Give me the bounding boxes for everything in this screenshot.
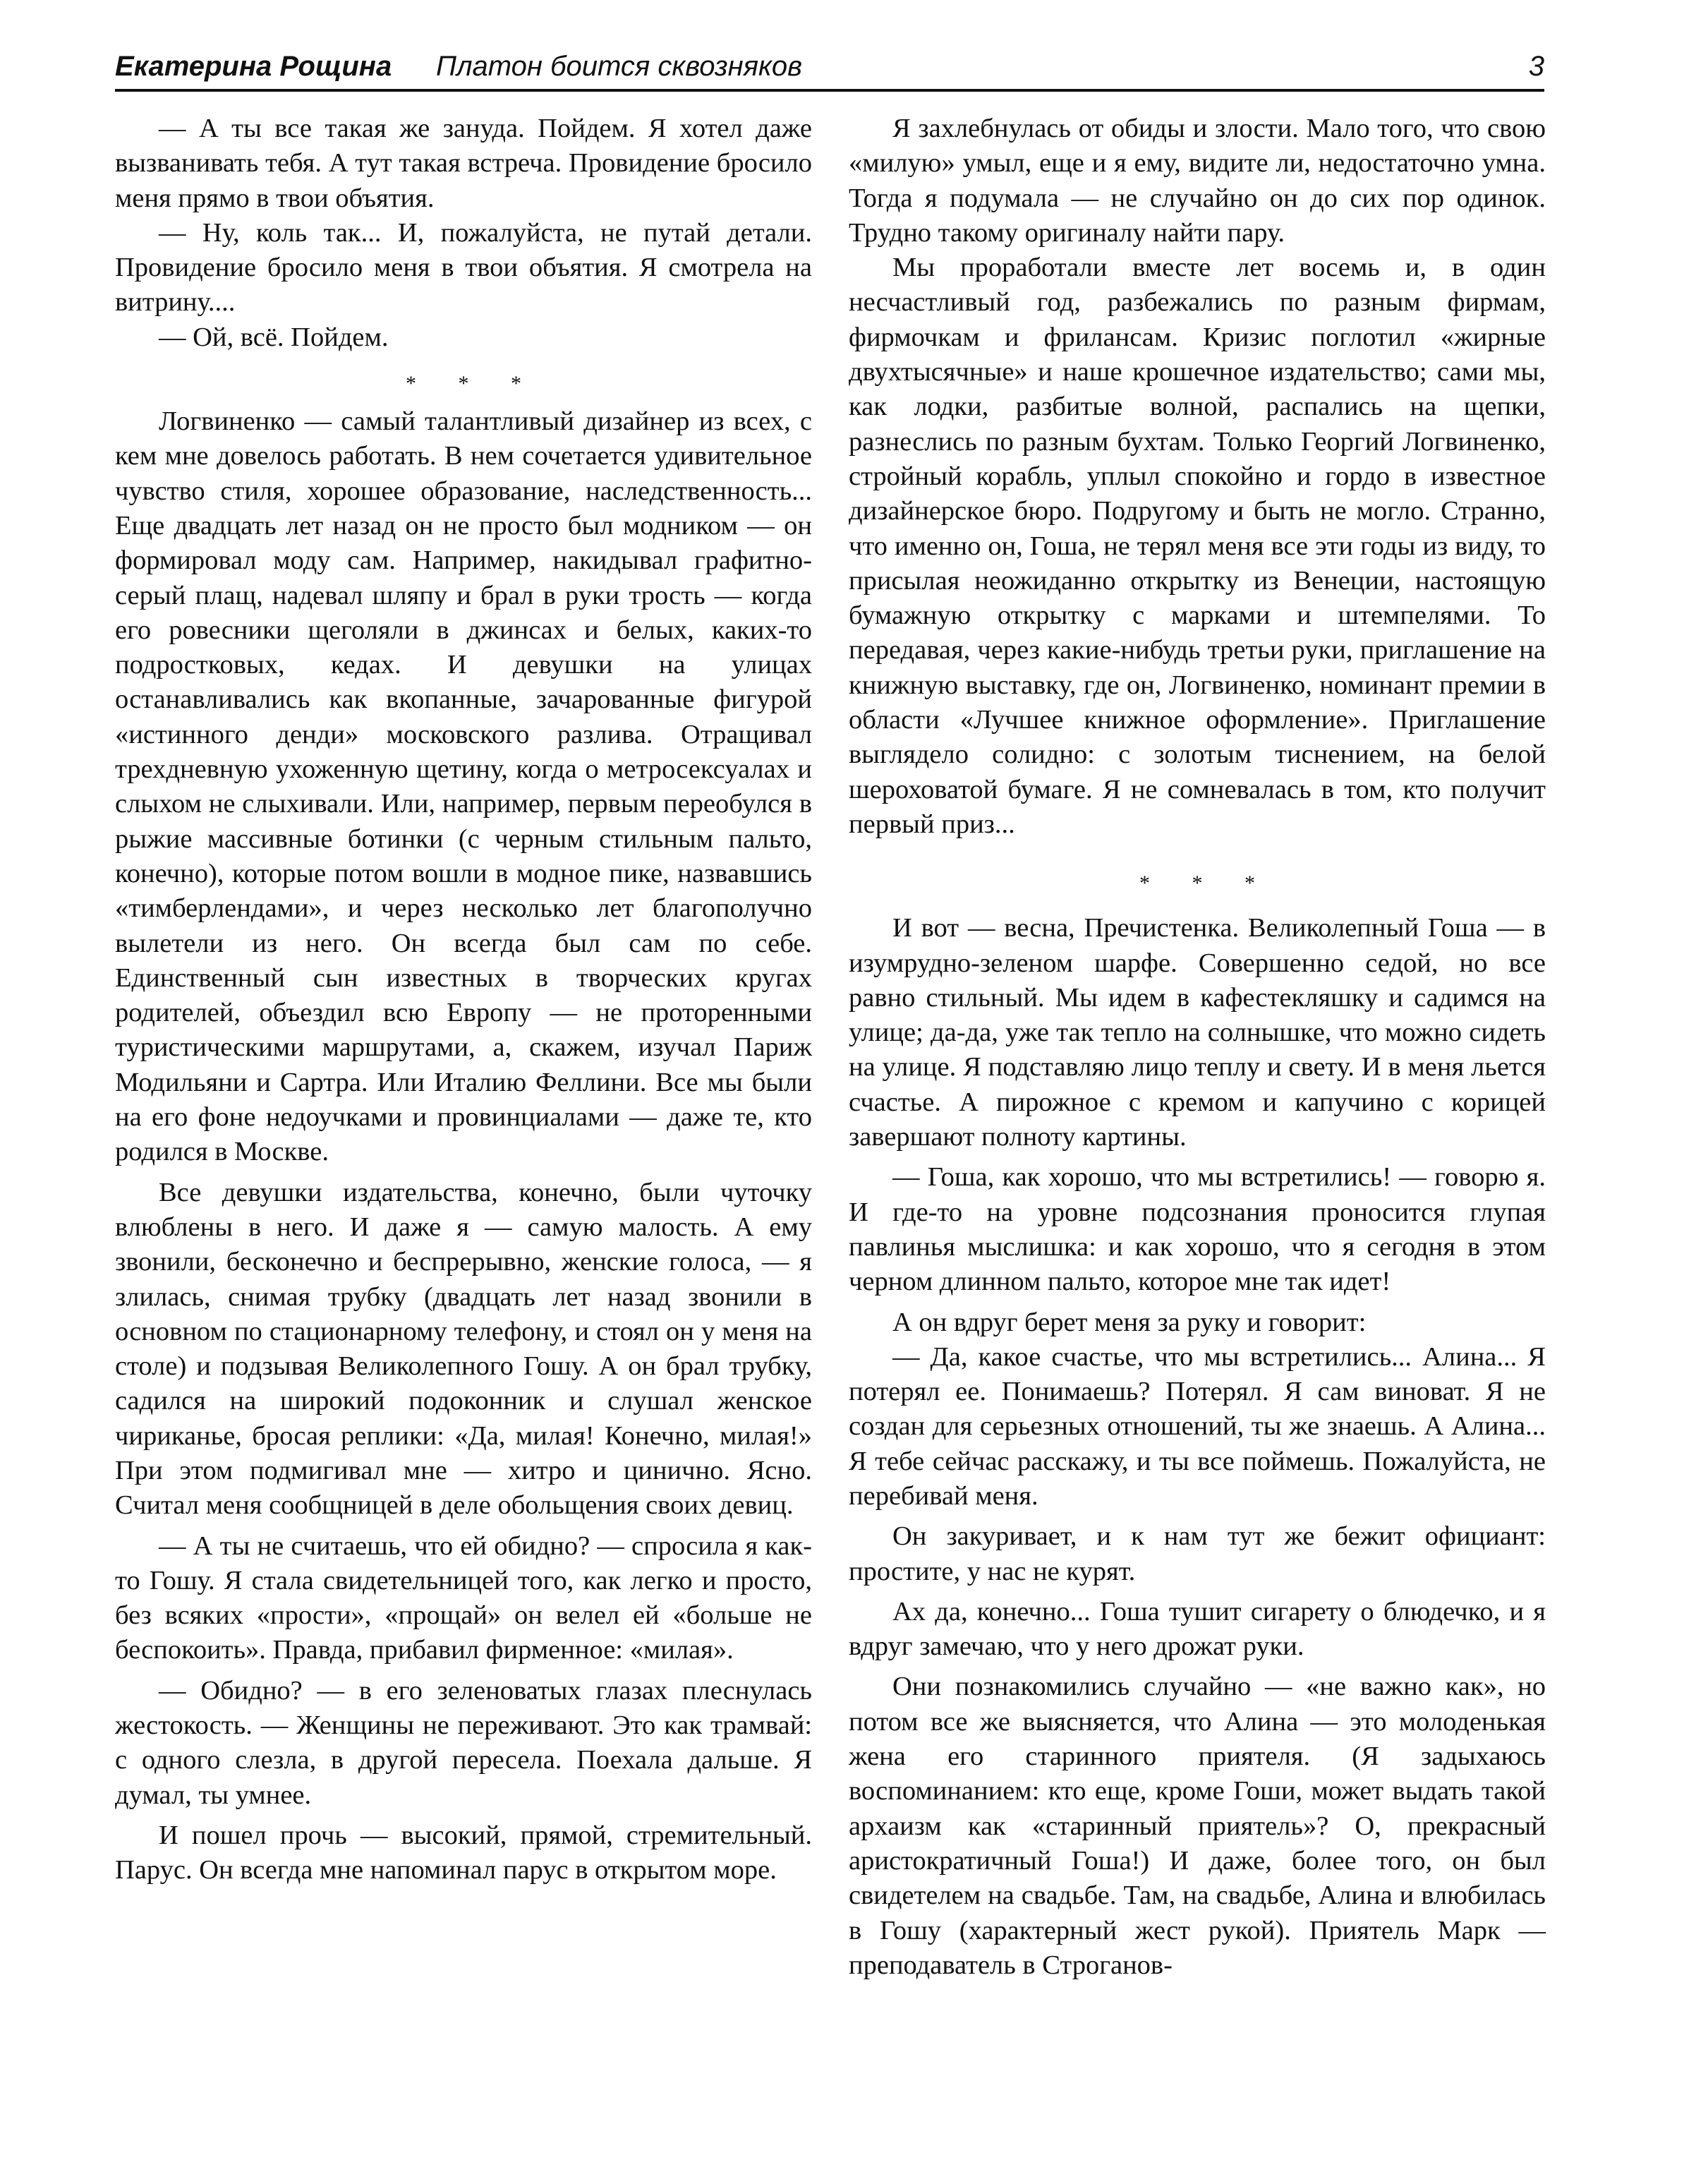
paragraph: — Обидно? — в его зеленоватых глазах плеснулась жестокость. — Женщины не переживают. Это как трамвай: с одного слезла, в другой пересела. Поехала дальше. Я думал, ты умнее.	[115, 1675, 812, 1810]
paragraph: А он вдруг берет меня за руку и говорит:	[892, 1307, 1367, 1337]
paragraph: — Да, какое счастье, что мы встретились... Алина... Я потерял ее. Понимаешь? Потерял. Я сам виноват. Я не создан для серьезных отношений, ты же знаешь. А Алина... Я тебе сейчас расскажу, и ты все поймешь. Пожалуйста, не перебивай меня.	[849, 1341, 1546, 1511]
paragraph: И вот — весна, Пречистенка. Великолепный Гоша — в изумрудно-зеленом шарфе. Совершенно седой, но все равно стильный. Мы идем в кафестекляшку и садимся на улице; да-да, уже так тепло на солнышке, что можно сидеть на улице. Я подставляю лицо теплу и свету. И в меня льется счастье. А пирожное с кремом и капучино с корицей завершают полноту картины.	[849, 913, 1546, 1152]
paragraph: — Ой, всё. Пойдем.	[159, 322, 389, 352]
section-separator: * * *	[406, 372, 540, 396]
book-title: Платон боится сквозняков	[436, 51, 803, 82]
paragraph: И пошел прочь — высокий, прямой, стремительный. Парус. Он всегда мне напоминал парус в открытом море.	[115, 1820, 812, 1885]
header-rule	[115, 89, 1544, 92]
paragraph: — А ты все такая же зануда. Пойдем. Я хотел даже вызванивать тебя. А тут такая встреча. Провидение бросило меня прямо в твои объятия.	[115, 114, 812, 213]
paragraph: Он закуривает, и к нам тут же бежит официант: простите, у нас не курят.	[849, 1521, 1546, 1586]
paragraph: Ах да, конечно... Гоша тушит сигарету о блюдечко, и я вдруг замечаю, что у него дрожат руки.	[849, 1596, 1546, 1662]
right-column	[849, 111, 1546, 1983]
left-column	[115, 111, 812, 1888]
author-name: Екатерина Рощина	[115, 51, 392, 82]
paragraph: — А ты не считаешь, что ей обидно? — спросила я как-то Гошу. Я стала свидетельницей того, как легко и просто, без всяких «прости», «прощай» он велел ей «больше не беспокоить». Правда, прибавил фирменное: «милая».	[115, 1531, 812, 1665]
paragraph: Логвиненко — самый талантливый дизайнер из всех, с кем мне довелось работать. В нем сочетается удивительное чувство стиля, хорошее образование, наследственность... Еще двадцать лет назад он не просто был модником — он формировал моду сам. Например, накидывал графитно-серый плащ, надевал шляпу и брал в руки трость — когда его ровесники щеголяли в джинсах и белых, каких-то подростковых, кедах. И девушки на улицах останавливались как вкопанные, зачарованные фигурой «истинного денди» московского разлива. Отращивал трехдневную ухоженную щетину, когда о метросексуалах и слыхом не слыхивали. Или, например, первым переобулся в рыжие массивные ботинки (с черным стильным пальто, конечно), которые потом вошли в модное пике, назвавшись «тимберлендами», и через несколько лет благополучно вылетели из него. Он всегда был сам по себе. Единственный сын известных в творческих кругах родителей, объездил всю Европу — не проторенными туристическими маршрутами, а, скажем, изучал Париж Модильяни и Сартра. Или Италию Феллини. Все мы были на его фоне недоучками и провинциалами — даже те, кто родился в Москве.	[115, 406, 812, 1167]
paragraph: Я захлебнулась от обиды и злости. Мало того, что свою «милую» умыл, еще и я ему, видите ли, недостаточно умна. Тогда я подумала — не случайно он до сих пор одинок. Трудно такому оригиналу найти пару.	[849, 114, 1546, 248]
page-number: 3	[1528, 51, 1544, 82]
running-header	[115, 51, 1544, 92]
paragraph: Мы проработали вместе лет восемь и, в один несчастливый год, разбежались по разным фирмам, фирмочкам и фрилансам. Кризис поглотил «жирные двухтысячные» и наше крошечное издательство; сами мы, как лодки, разбитые волной, распались на щепки, разнеслись по разным бухтам. Только Георгий Логвиненко, стройный корабль, уплыл спокойно и гордо в известное дизайнерское бюро. Подругому и быть не могло. Странно, что именно он, Гоша, не терял меня все эти годы из виду, то присылая неожиданно открытку из Венеции, настоящую бумажную открытку с марками и штемпелями. То передавая, через какие-нибудь третьи руки, приглашение на книжную выставку, где он, Логвиненко, номинант премии в области «Лучшее книжное оформление». Приглашение выглядело солидно: с золотым тиснением, на белой шероховатой бумаге. Я не сомневалась в том, кто получит первый приз...	[849, 253, 1546, 839]
paragraph: Все девушки издательства, конечно, были чуточку влюблены в него. И даже я — самую малость. А ему звонили, бесконечно и беспрерывно, женские голоса, — я злилась, снимая трубку (двадцать лет назад звонили в основном по стационарному телефону, и стоял он у меня на столе) и подзывая Великолепного Гошу. А он брал трубку, садился на широкий подоконник и слушал женское чириканье, бросая реплики: «Да, милая! Конечно, милая!» При этом подмигивал мне — хитро и цинично. Ясно. Считал меня сообщницей в деле обольщения своих девиц.	[115, 1177, 812, 1521]
paragraph: — Гоша, как хорошо, что мы встретились! — говорю я. И где-то на уровне подсознания проносится глупая павлинья мыслишка: и как хорошо, что я сегодня в этом черном длинном пальто, которое мне так идет!	[849, 1162, 1546, 1297]
paragraph: — Ну, коль так... И, пожалуйста, не путай детали. Провидение бросило меня в твои объятия. Я смотрела на витрину....	[115, 217, 812, 318]
section-separator: * * *	[1139, 871, 1273, 895]
paragraph: Они познакомились случайно — «не важно как», но потом все же выясняется, что Алина — это молоденькая жена его старинного приятеля. (Я задыхаюсь воспоминанием: кто еще, кроме Гоши, может выдать такой архаизм как «старинный приятель»? О, прекрасный аристократичный Гоша!) И даже, более того, он был свидетелем на свадьбе. Там, на свадьбе, Алина и влюбилась в Гошу (характерный жест рукой). Приятель Марк — преподаватель в Строганов-	[849, 1672, 1546, 1980]
